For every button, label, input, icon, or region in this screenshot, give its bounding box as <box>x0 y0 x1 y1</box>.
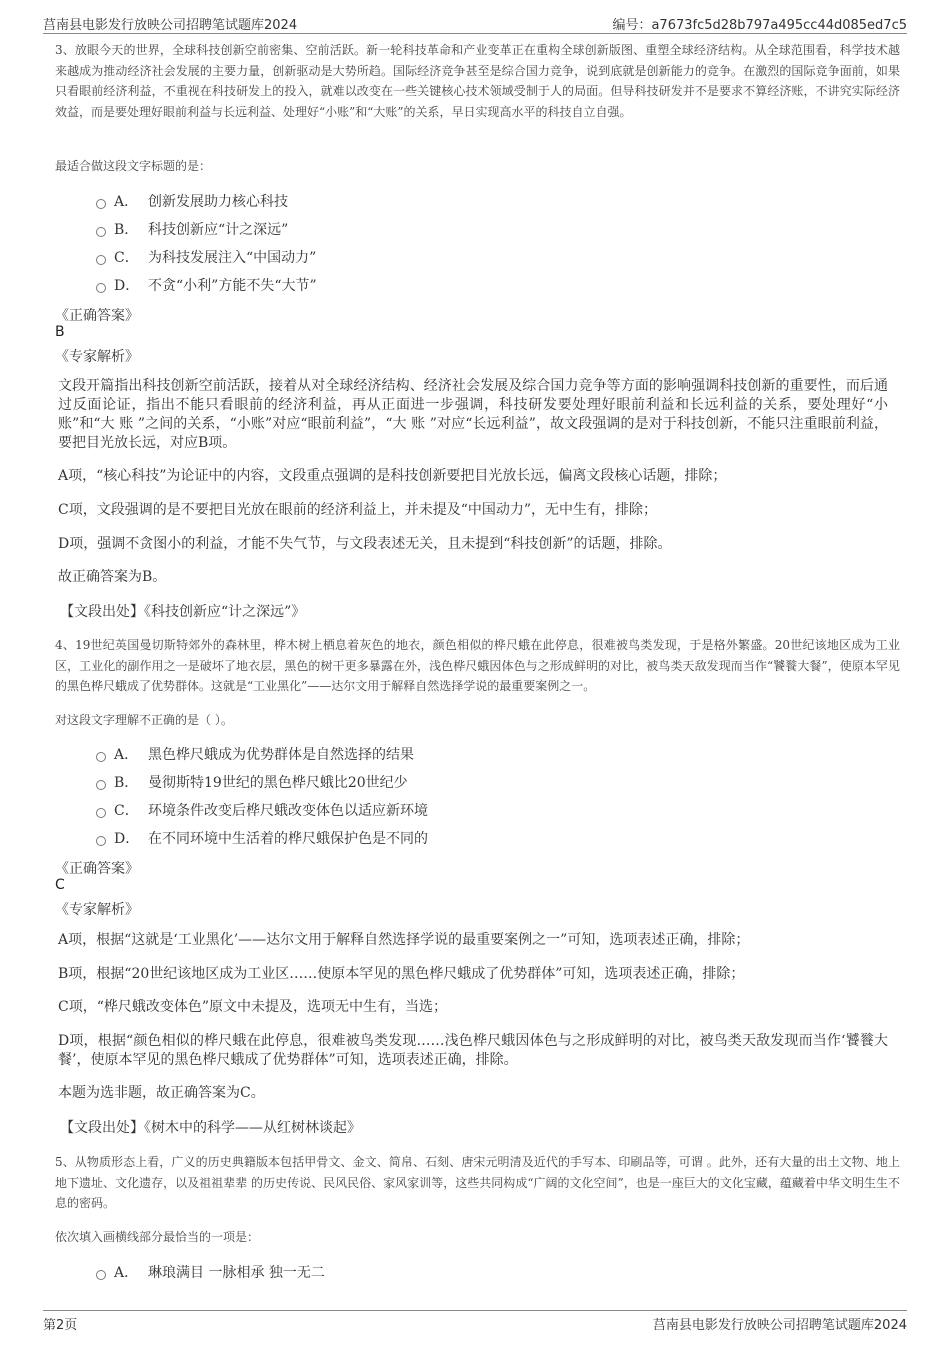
option-letter: D． <box>114 278 140 294</box>
q3-option-c[interactable] <box>96 243 896 271</box>
q3-analysis-d: D项，强调不贪图小的利益，才能不失气节，与文段表述无关，且未提到“科技创新”的话题，排除。 <box>58 536 672 552</box>
source-title: 《科技创新应“计之深远”》 <box>144 604 306 620</box>
q4-analysis-d: D项，根据“颜色相似的桦尺蛾在此停息，很难被鸟类发现……浅色桦尺蛾因体色与之形成鲜明的对比，被鸟类天敌发现而当作‘饕餮大餐’，使原本罕见的黑色桦尺蛾成了优势群体”可知，选项表述正确，排除。 <box>58 1033 888 1068</box>
q3-answer: B <box>55 324 65 340</box>
radio-icon[interactable] <box>96 227 106 237</box>
option-text: 不贪“小利”方能不失“大节” <box>148 278 317 294</box>
footer-title: 莒南县电影发行放映公司招聘笔试题库2024 <box>652 1318 907 1333</box>
option-text: 琳琅满目 一脉相承 独一无二 <box>148 1265 325 1281</box>
radio-icon[interactable] <box>96 836 106 846</box>
source-label: 【文段出处】 <box>60 1120 144 1136</box>
q3-analysis-a: A项，“核心科技”为论证中的内容，文段重点强调的是科技创新要把目光放长远，偏离文段核心话题，排除； <box>58 468 727 484</box>
q4-option-c[interactable] <box>96 796 896 824</box>
q3-option-a[interactable] <box>96 187 896 215</box>
q4-option-a[interactable] <box>96 740 896 768</box>
q5-passage: 5、从物质形态上看，广义的历史典籍版本包括甲骨文、金文、简帛、石刻、唐宋元明清及近代的手写本、印刷品等，可谓 。此外，还有大量的出土文物、地上地下遗址、文化遗存，以及祖祖辈辈 的历史传说、民风民俗、家风家训等，这些共同构成“广阔的文化空间”，也是一座巨大的文化宝藏，蕴藏着中华文明生生不息的密码。 <box>55 1155 900 1210</box>
header-divider <box>43 33 907 34</box>
q3-analysis-label: 《专家解析》 <box>55 349 139 365</box>
q4-options <box>96 740 896 852</box>
page-header <box>0 0 950 36</box>
option-letter: C． <box>114 803 139 819</box>
q4-answer: C <box>55 877 65 893</box>
q3-options <box>96 187 896 299</box>
q4-analysis-label: 《专家解析》 <box>55 902 139 918</box>
q3-analysis-c: C项，文段强调的是不要把目光放在眼前的经济利益上，并未提及“中国动力”，无中生有，排除； <box>58 502 658 518</box>
radio-icon[interactable] <box>96 255 106 265</box>
q4-option-b[interactable] <box>96 768 896 796</box>
option-letter: D． <box>114 831 140 847</box>
option-text: 黑色桦尺蛾成为优势群体是自然选择的结果 <box>148 747 414 763</box>
option-letter: C． <box>114 250 139 266</box>
q4-analysis-b: B项，根据“20世纪该地区成为工业区……使原本罕见的黑色桦尺蛾成了优势群体”可知，选项表述正确，排除； <box>58 966 745 982</box>
q4-analysis-c: C项，“桦尺蛾改变体色”原文中未提及，选项无中生有，当选； <box>58 999 448 1015</box>
option-text: 创新发展助力核心科技 <box>148 194 288 210</box>
q5-options <box>96 1258 896 1286</box>
q4-question: 对这段文字理解不正确的是（ ）。 <box>55 713 233 727</box>
q5-option-a[interactable] <box>96 1258 896 1286</box>
radio-icon[interactable] <box>96 1270 106 1280</box>
source-label: 【文段出处】 <box>60 604 144 620</box>
option-text: 曼彻斯特19世纪的黑色桦尺蛾比20世纪少 <box>148 775 408 791</box>
q3-source <box>60 601 905 621</box>
option-letter: B． <box>114 222 139 238</box>
option-letter: B． <box>114 775 139 791</box>
q5-question: 依次填入画横线部分最恰当的一项是： <box>55 1230 260 1244</box>
header-title: 莒南县电影发行放映公司招聘笔试题库2024 <box>43 18 298 33</box>
option-letter: A． <box>114 747 139 763</box>
q3-analysis-main: 文段开篇指出科技创新空前活跃，接着从对全球经济结构、经济社会发展及综合国力竞争等方面的影响强调科技创新的重要性，而后通过反面论证，指出不能只看眼前的经济利益，再从正面进一步强调，科技研发要处理好眼前利益和长远利益的关系，要处理好“小账”和“大 账 ”之间的关系，“小账”对应“眼前利益”，“大 账 ”对应“长远利益”，故文段强调的是对于科技创新，不能只注重眼前利益，要把目光放长远，对应B项。 <box>58 378 888 451</box>
radio-icon[interactable] <box>96 199 106 209</box>
q4-source <box>60 1117 905 1137</box>
q3-option-b[interactable] <box>96 215 896 243</box>
q3-passage: 3、放眼今天的世界，全球科技创新空前密集、空前活跃。新一轮科技革命和产业变革正在重构全球创新版图、重塑全球经济结构。从全球范围看，科学技术越来越成为推动经济社会发展的主要力量，创新驱动是大势所趋。国际经济竞争甚至是综合国力竞争，说到底就是创新能力的竞争。在激烈的国际竞争面前，如果只看眼前经济利益，不重视在科技研发上的投入，就难以改变在一些关键核心技术领域受制于人的局面。但导科技研发并不是要求不算经济账，不讲究实际经济效益，而是要处理好眼前利益与长远利益、处理好“小账”和“大账”的关系，早日实现高水平的科技自立自强。 <box>55 43 900 119</box>
q3-question: 最适合做这段文字标题的是： <box>55 159 212 173</box>
footer-divider <box>43 1310 907 1311</box>
radio-icon[interactable] <box>96 808 106 818</box>
q4-analysis-a: A项，根据“这就是‘工业黑化’——达尔文用于解释自然选择学说的最重要案例之一”可知，选项表述正确，排除； <box>58 932 750 948</box>
option-text: 在不同环境中生活着的桦尺蛾保护色是不同的 <box>148 831 428 847</box>
q3-option-d[interactable] <box>96 271 896 299</box>
radio-icon[interactable] <box>96 283 106 293</box>
option-text: 为科技发展注入“中国动力” <box>148 250 317 266</box>
option-text: 环境条件改变后桦尺蛾改变体色以适应新环境 <box>148 803 428 819</box>
header-code: 编号：a7673fc5d28b797a495cc44d085ed7c5 <box>612 18 907 33</box>
radio-icon[interactable] <box>96 780 106 790</box>
q4-option-d[interactable] <box>96 824 896 852</box>
footer-page-number: 第2页 <box>43 1318 78 1333</box>
q4-passage: 4、19世纪英国曼切斯特郊外的森林里，桦木树上栖息着灰色的地衣，颜色相似的桦尺蛾在此停息，很难被鸟类发现，于是格外繁盛。20世纪该地区成为工业区，工业化的副作用之一是破坏了地衣层，黑色的树干更多暴露在外，浅色桦尺蛾因体色与之形成鲜明的对比，被鸟类天敌发现而当作“饕餮大餐”，使原本罕见的黑色桦尺蛾成了优势群体。这就是“工业黑化”——达尔文用于解释自然选择学说的最重要案例之一。 <box>55 638 900 693</box>
option-letter: A． <box>114 194 139 210</box>
q3-analysis-conclusion: 故正确答案为B。 <box>58 569 167 585</box>
source-title: 《树木中的科学——从红树林谈起》 <box>144 1120 361 1136</box>
q4-answer-label: 《正确答案》 <box>55 861 139 877</box>
option-letter: A． <box>114 1265 139 1281</box>
option-text: 科技创新应“计之深远” <box>148 222 289 238</box>
radio-icon[interactable] <box>96 752 106 762</box>
q3-answer-label: 《正确答案》 <box>55 308 139 324</box>
q4-analysis-conclusion: 本题为选非题，故正确答案为C。 <box>58 1085 265 1101</box>
